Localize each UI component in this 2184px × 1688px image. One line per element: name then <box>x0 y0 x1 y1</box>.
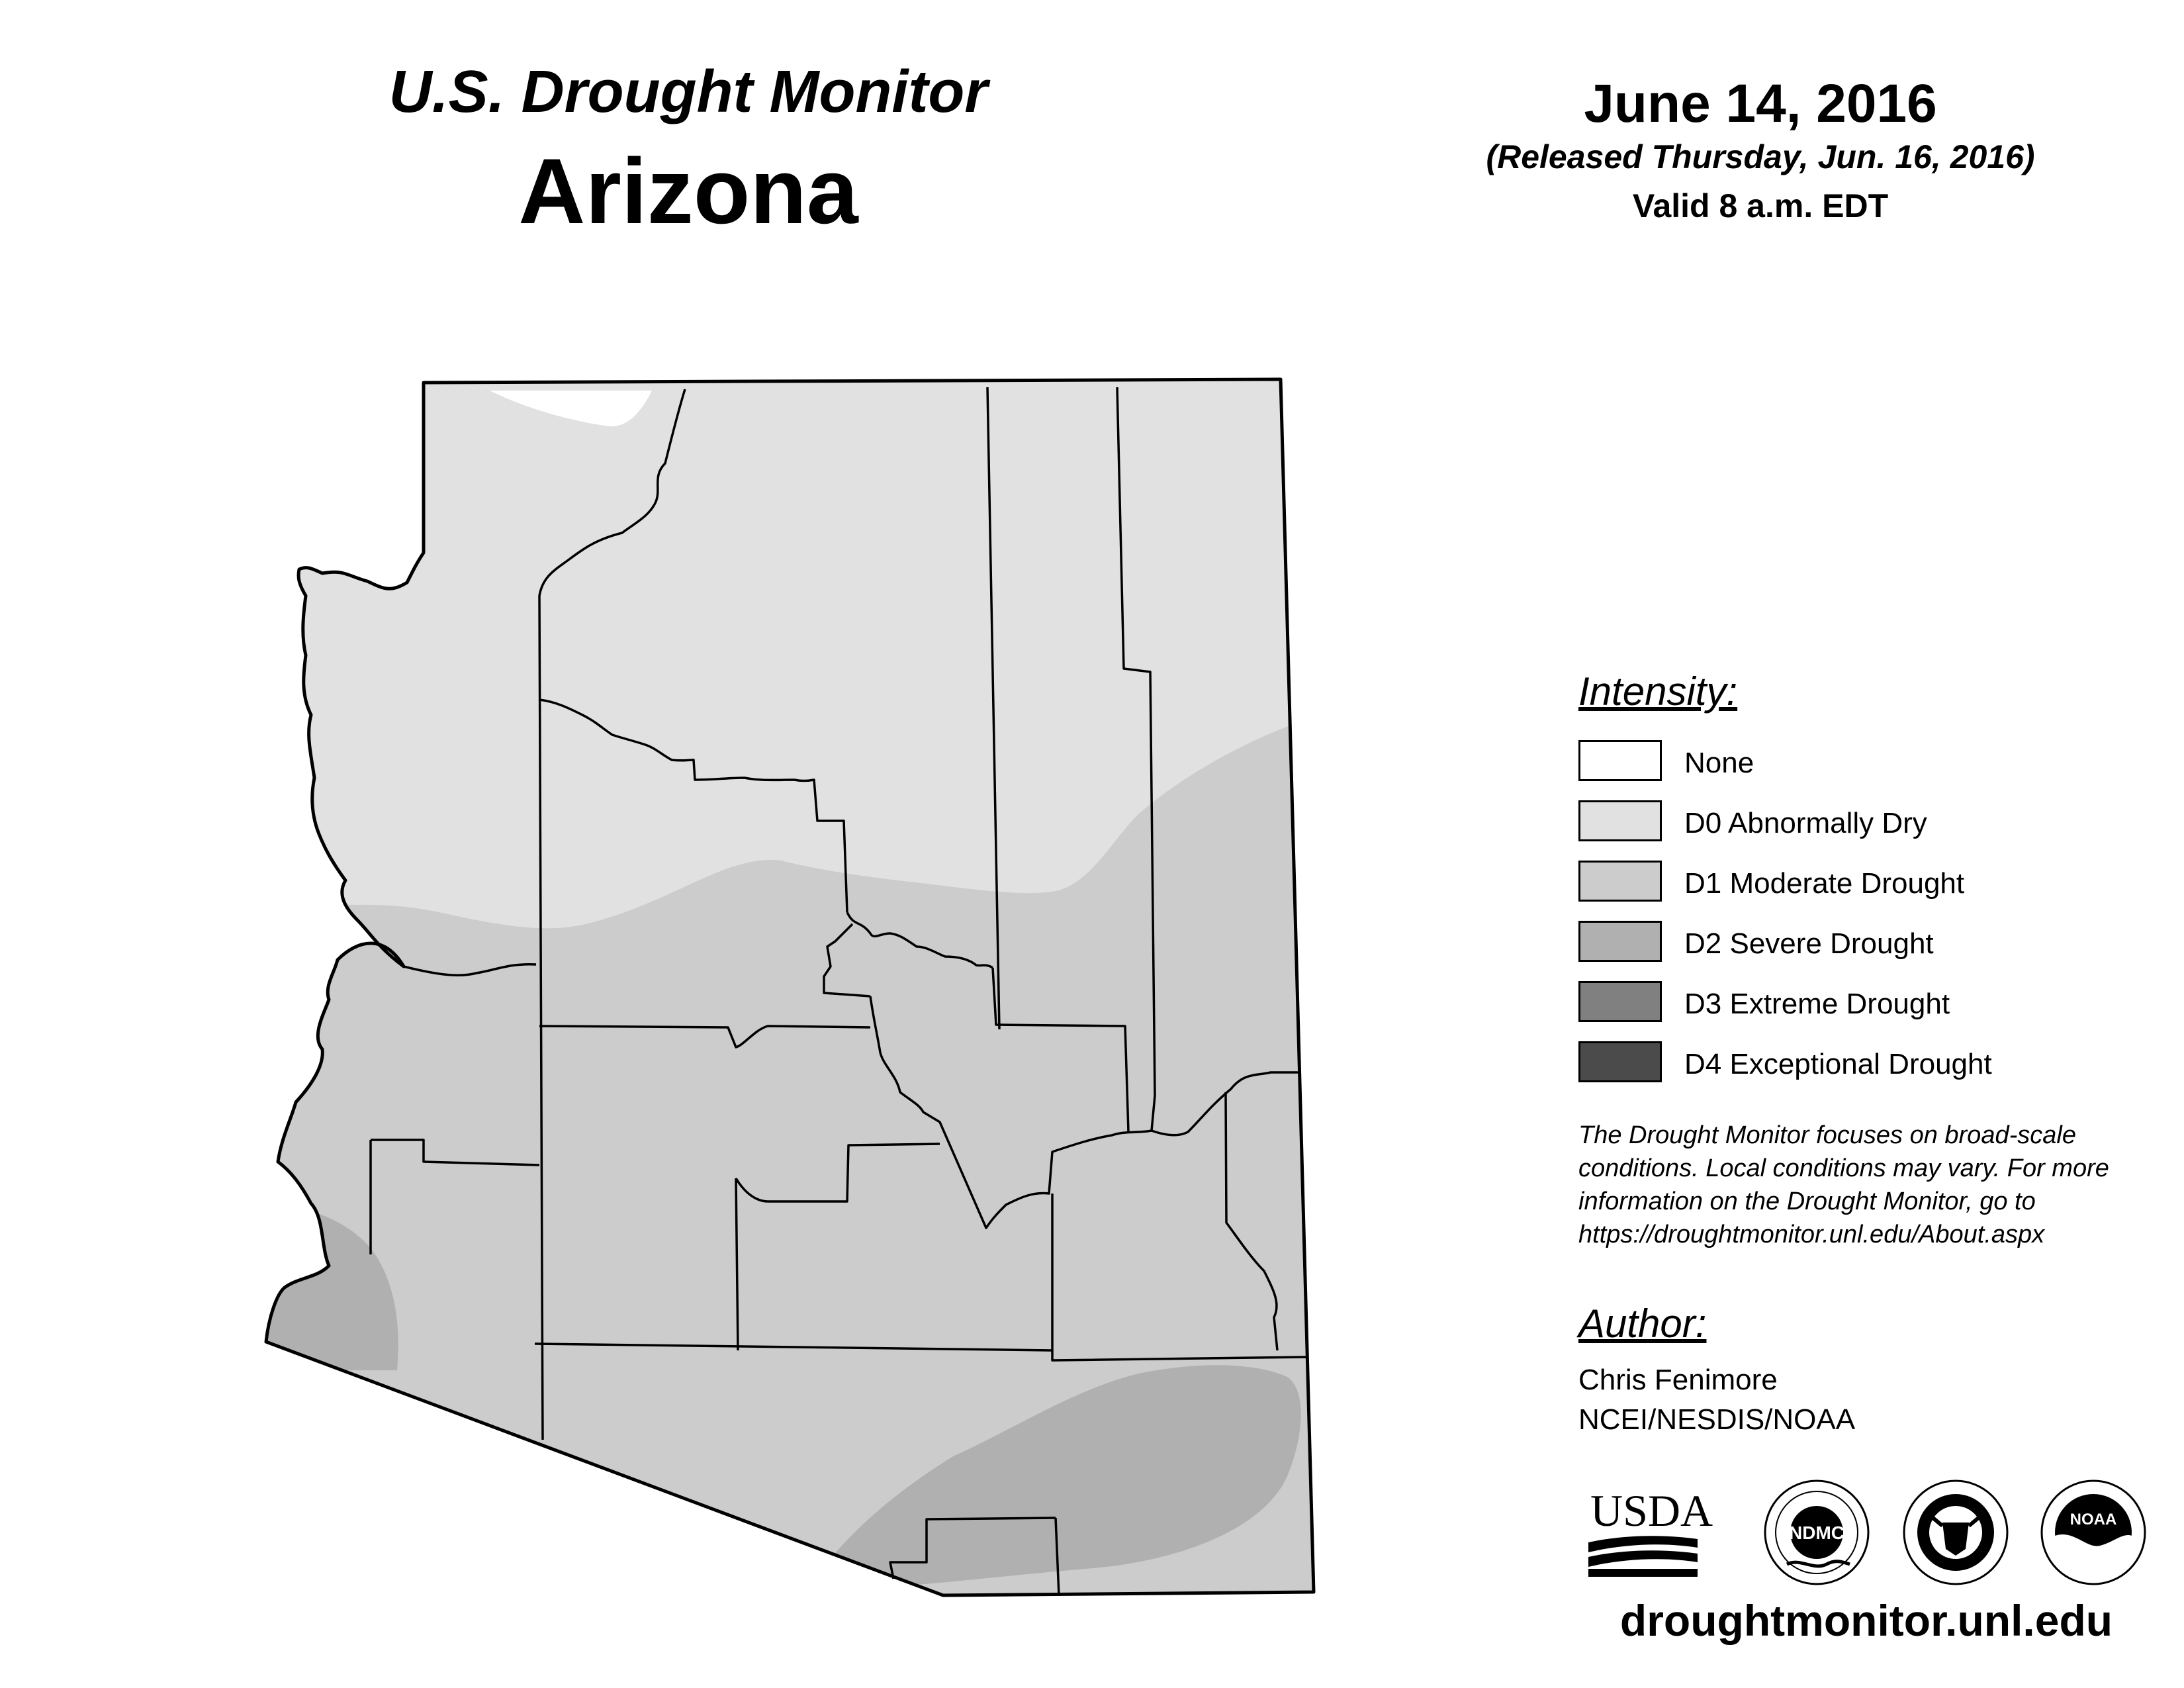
footer-url[interactable]: droughtmonitor.unl.edu <box>1619 1596 2113 1645</box>
legend-label: D2 Severe Drought <box>1684 927 1934 960</box>
legend-swatch <box>1578 1041 1662 1082</box>
drought-fill-layers <box>251 371 1324 1609</box>
doc-seal-logo <box>1904 1481 2007 1584</box>
legend-swatch <box>1578 740 1662 781</box>
legend-item-d4 <box>1578 1041 2141 1085</box>
disclaimer-note: The Drought Monitor focuses on broad-scale conditions. Local conditions may vary. For more information on the Drought Monitor, go to https://droughtmonitor.unl.edu/About.aspx <box>1578 1121 2109 1248</box>
noaa-logo-text: NOAA <box>2070 1511 2117 1528</box>
legend-label: D0 Abnormally Dry <box>1684 807 1927 839</box>
release-date: (Released Thursday, Jun. 16, 2016) <box>1486 138 2035 175</box>
author-name: Chris Fenimore <box>1578 1364 1778 1396</box>
legend-item-d2 <box>1578 921 2141 964</box>
legend-label: D3 Extreme Drought <box>1684 988 1950 1020</box>
author-heading: Author: <box>1578 1301 1707 1346</box>
ndmc-logo <box>1765 1481 1868 1584</box>
agency-logos <box>1585 1476 2167 1595</box>
legend-item-none <box>1578 740 2141 784</box>
legend-swatch <box>1578 921 1662 962</box>
legend-title: Intensity: <box>1578 669 1738 714</box>
legend-item-d3 <box>1578 981 2141 1025</box>
noaa-logo <box>2042 1481 2145 1584</box>
author-org: NCEI/NESDIS/NOAA <box>1578 1403 1856 1436</box>
usda-logo-text: USDA <box>1590 1485 1713 1536</box>
legend-item-d0 <box>1578 800 2141 844</box>
state-name: Arizona <box>518 139 858 243</box>
legend-item-d1 <box>1578 861 2141 904</box>
valid-time: Valid 8 a.m. EDT <box>1632 187 1889 224</box>
legend-swatch <box>1578 981 1662 1022</box>
ndmc-logo-text: NDMC <box>1789 1523 1844 1543</box>
map-title: U.S. Drought Monitor <box>388 59 988 125</box>
legend-swatch <box>1578 861 1662 902</box>
legend-label: D4 Exceptional Drought <box>1684 1048 1992 1080</box>
legend-label: None <box>1684 747 1754 779</box>
legend-label: D1 Moderate Drought <box>1684 867 1965 900</box>
legend-swatch <box>1578 800 1662 841</box>
usda-logo <box>1588 1485 1713 1577</box>
map-date: June 14, 2016 <box>1584 73 1937 134</box>
